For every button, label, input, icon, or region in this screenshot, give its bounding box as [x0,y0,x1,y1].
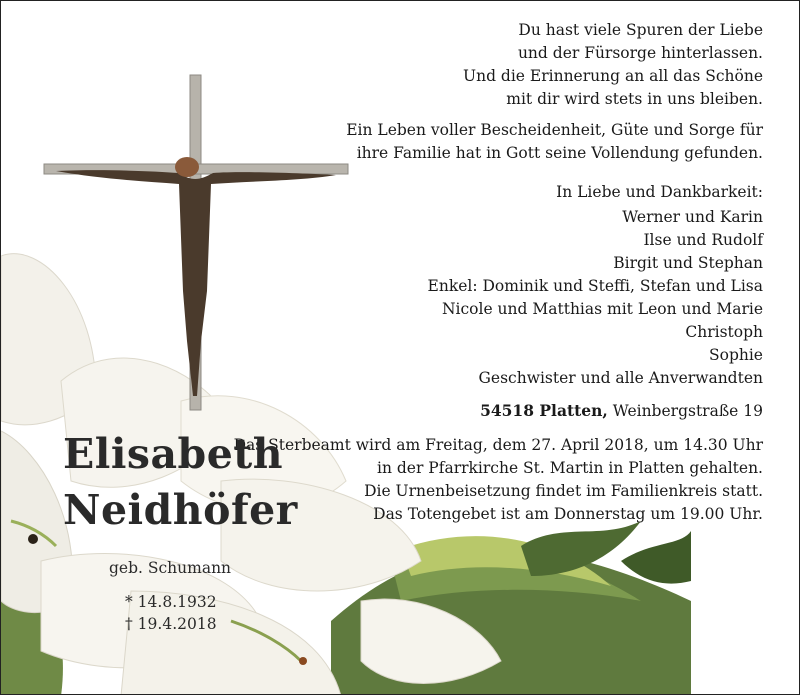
poem-line: und der Fürsorge hinterlassen. [517,44,763,62]
address-street: Weinbergstraße 19 [612,402,763,420]
life-dates [125,591,217,635]
poem-line: Und die Erinnerung an all das Schöne [463,67,763,85]
service-line: Die Urnenbeisetzung findet im Familienkreis statt. [364,482,763,500]
birth-date: * 14.8.1932 [125,593,217,611]
mourner-entry: Geschwister und alle Anverwandten [478,369,763,387]
service-line: Das Totengebet ist am Donnerstag um 19.00 Uhr. [373,505,763,523]
poem-line: Du hast viele Spuren der Liebe [518,21,763,39]
address [480,399,763,423]
mourner-entry: Christoph [685,323,763,341]
mourners-list [428,181,763,390]
poem-line: mit dir wird stets in uns bleiben. [506,90,763,108]
mourner-entry: Birgit und Stephan [613,254,763,272]
mourner-entry: Ilse und Rudolf [643,231,763,249]
mourner-entry: Nicole und Matthias mit Leon und Marie [441,300,763,318]
mourner-entry: Enkel: Dominik und Steffi, Stefan und Lisa [427,277,763,295]
poem [463,19,763,111]
last-name: Neidhöfer [63,486,298,534]
service-line: Das Sterbeamt wird am Freitag, dem 27. April 2018, um 14.30 Uhr [233,436,763,454]
dedication [346,119,763,165]
dedication-line: ihre Familie hat in Gott seine Vollendung gefunden. [356,144,763,162]
service-line: in der Pfarrkirche St. Martin in Platten gehalten. [377,459,763,477]
address-place: 54518 Platten, [480,401,608,420]
deceased-name [63,426,298,538]
dedication-line: Ein Leben voller Bescheidenheit, Güte und Sorge für [346,121,763,139]
maiden-name: geb. Schumann [109,559,232,577]
first-name: Elisabeth [63,430,284,478]
service-details [234,434,763,526]
mourner-entry: Werner und Karin [622,208,763,226]
mourner-entry: Sophie [709,346,763,364]
death-date: † 19.4.2018 [125,615,217,633]
mourners-intro: In Liebe und Dankbarkeit: [556,183,763,201]
